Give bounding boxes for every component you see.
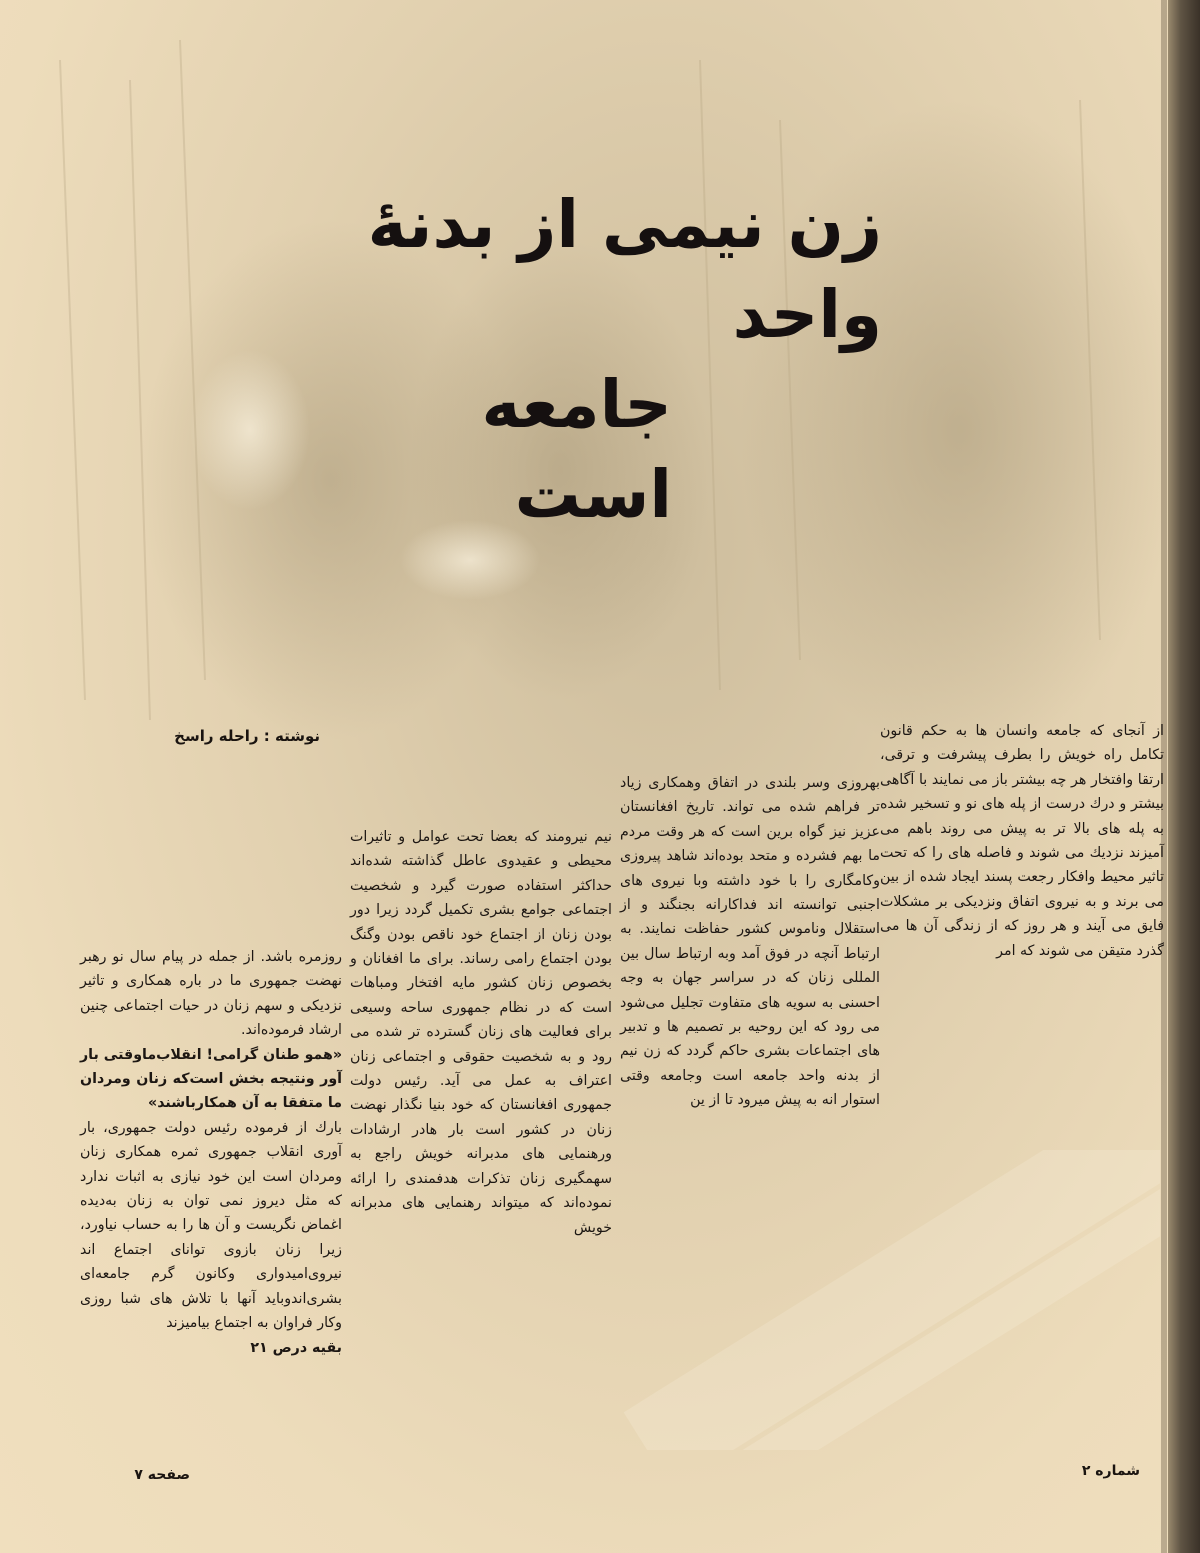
photo-highlight-face [190, 350, 310, 510]
continued-notice: بقیه درص ۲۱ [250, 1339, 342, 1356]
author-byline: نوشته : راحله راسخ [174, 727, 320, 745]
title-line-1: زن نیمی از بدنهٔ واحد [367, 186, 882, 353]
column-3-text: نیم نیرومند که بعضا تحت عوامل و تاثیرات محیطی و عقیدوی عاطل گذاشته شده‌اند حداکثر استفاده صورت گیرد و شخصیت اجتماعی جوامع بشری تکمیل گردد زیرا دور بودن زنان از اجتماع خود ناقص بودن وگنگ بودن اجتماع رامی رساند. برای ما افغانان و بخصوص زنان کشور مایه افتخار ومباهات است که در نظام جمهوری ساحه وسیعی برای فعالیت های زنان گسترده تر شده می رود و به شخصیت حقوقی و اجتماعی زنان اعتراف به عمل می آید. رئیس دولت جمهوری افغانستان که خود بنیا نگذار نهضت زنان در کشور است بار هادر ارشادات ورهنمایی های مدبرانه خویش راجع به سهمگیری زنان تذکرات هدفمندی را ارائه نموده‌اند که میتواند رهنمایی های مدبرانه خویش [350, 829, 612, 1236]
article-title [342, 180, 882, 540]
column-1-text: از آنجای که جامعه وانسان ها به حکم قانون تکامل راه خویش را بطرف پیشرفت و ترقی، ارتقا وافتخار هر چه بیشتر باز می نمایند با آگاهی بیشتر و درك درست از پله های نو و تسخیر شده به پله های بالا تر به پیش می روند باهم می آمیزند نزدیك می شوند و فاصله های را که تحت تاثیر محیط وافکار رجعت پسند ایجاد شده از بین می برند و به نیروی اتفاق ونزدیکی بر مشکلات فایق می آیند و هر روز که از زندگی آن ها می گذرد متیقن می شوند که امر [880, 723, 1164, 959]
text-column-4 [80, 945, 342, 1360]
text-column-3 [350, 825, 612, 1240]
column-2-text: بهروزی وسر بلندی در اتفاق وهمکاری زیاد تر فراهم شده می تواند. تاریخ افغانستان عزیز نیز گواه برین است که هر وقت مردم ما بهم فشرده و متحد بوده‌اند شاهد پیروزی وکامگاری را با خود داشته وبا نیروی های اجنبی توانسته اند فداکارانه بجنگند و از استقلال وناموس کشور حفاظت نمایند. به ارتباط آنچه در فوق آمد وبه ارتباط سال بین المللی زنان که در سراسر جهان به وجه احسنی به سویه های متفاوت تجلیل می‌شود می رود که این روحیه بر تصمیم ها و تدبیر های اجتماعات بشری حاکم گردد که زن نیم از بدنه واحد جامعه است وجامعه وقتی استوار انه به پیش میرود تا از ین [620, 775, 880, 1109]
issue-number: شماره ۲ [1081, 1463, 1140, 1479]
title-line-2: جامعه است [481, 366, 672, 533]
text-column-1 [880, 719, 1164, 963]
column-4-text-continued: بارك از فرموده رئیس دولت جمهوری، بار آوری انقلاب جمهوری ثمره همکاری زنان ومردان است این خود نیازی به اثبات ندارد که مثل دیروز نمی توان به زنان به‌دیده اغماض نگریست و آن ها را به حساب نیاورد، زیرا زنان بازوی توانای اجتماع اند نیروی‌امیدواری وکانون گرم جامعه‌ای بشری‌اندوباید آنها با تلاش های شبا روزی وکار فراوان به اجتماع بیامیزند [80, 1119, 342, 1332]
watermark-stamp [560, 1150, 1160, 1450]
text-column-2 [620, 771, 880, 1113]
column-4-text: روزمره باشد. از جمله در پیام سال نو رهبر نهضت جمهوری ما در باره همکاری و تاثیر نزدیکی و سهم زنان در حیات اجتماعی چنین ارشاد فرموده‌اند. [80, 949, 342, 1039]
leader-quote: «همو طنان گرامی! انقلاب‌ماوقتی بار آور ونتیجه بخش است‌که زنان ومردان ما متفقا به آن همکارباشند» [80, 1046, 342, 1112]
page-number: صفحه ۷ [134, 1467, 190, 1483]
stamp-band [624, 1150, 1160, 1450]
binding-edge [1168, 0, 1200, 1553]
